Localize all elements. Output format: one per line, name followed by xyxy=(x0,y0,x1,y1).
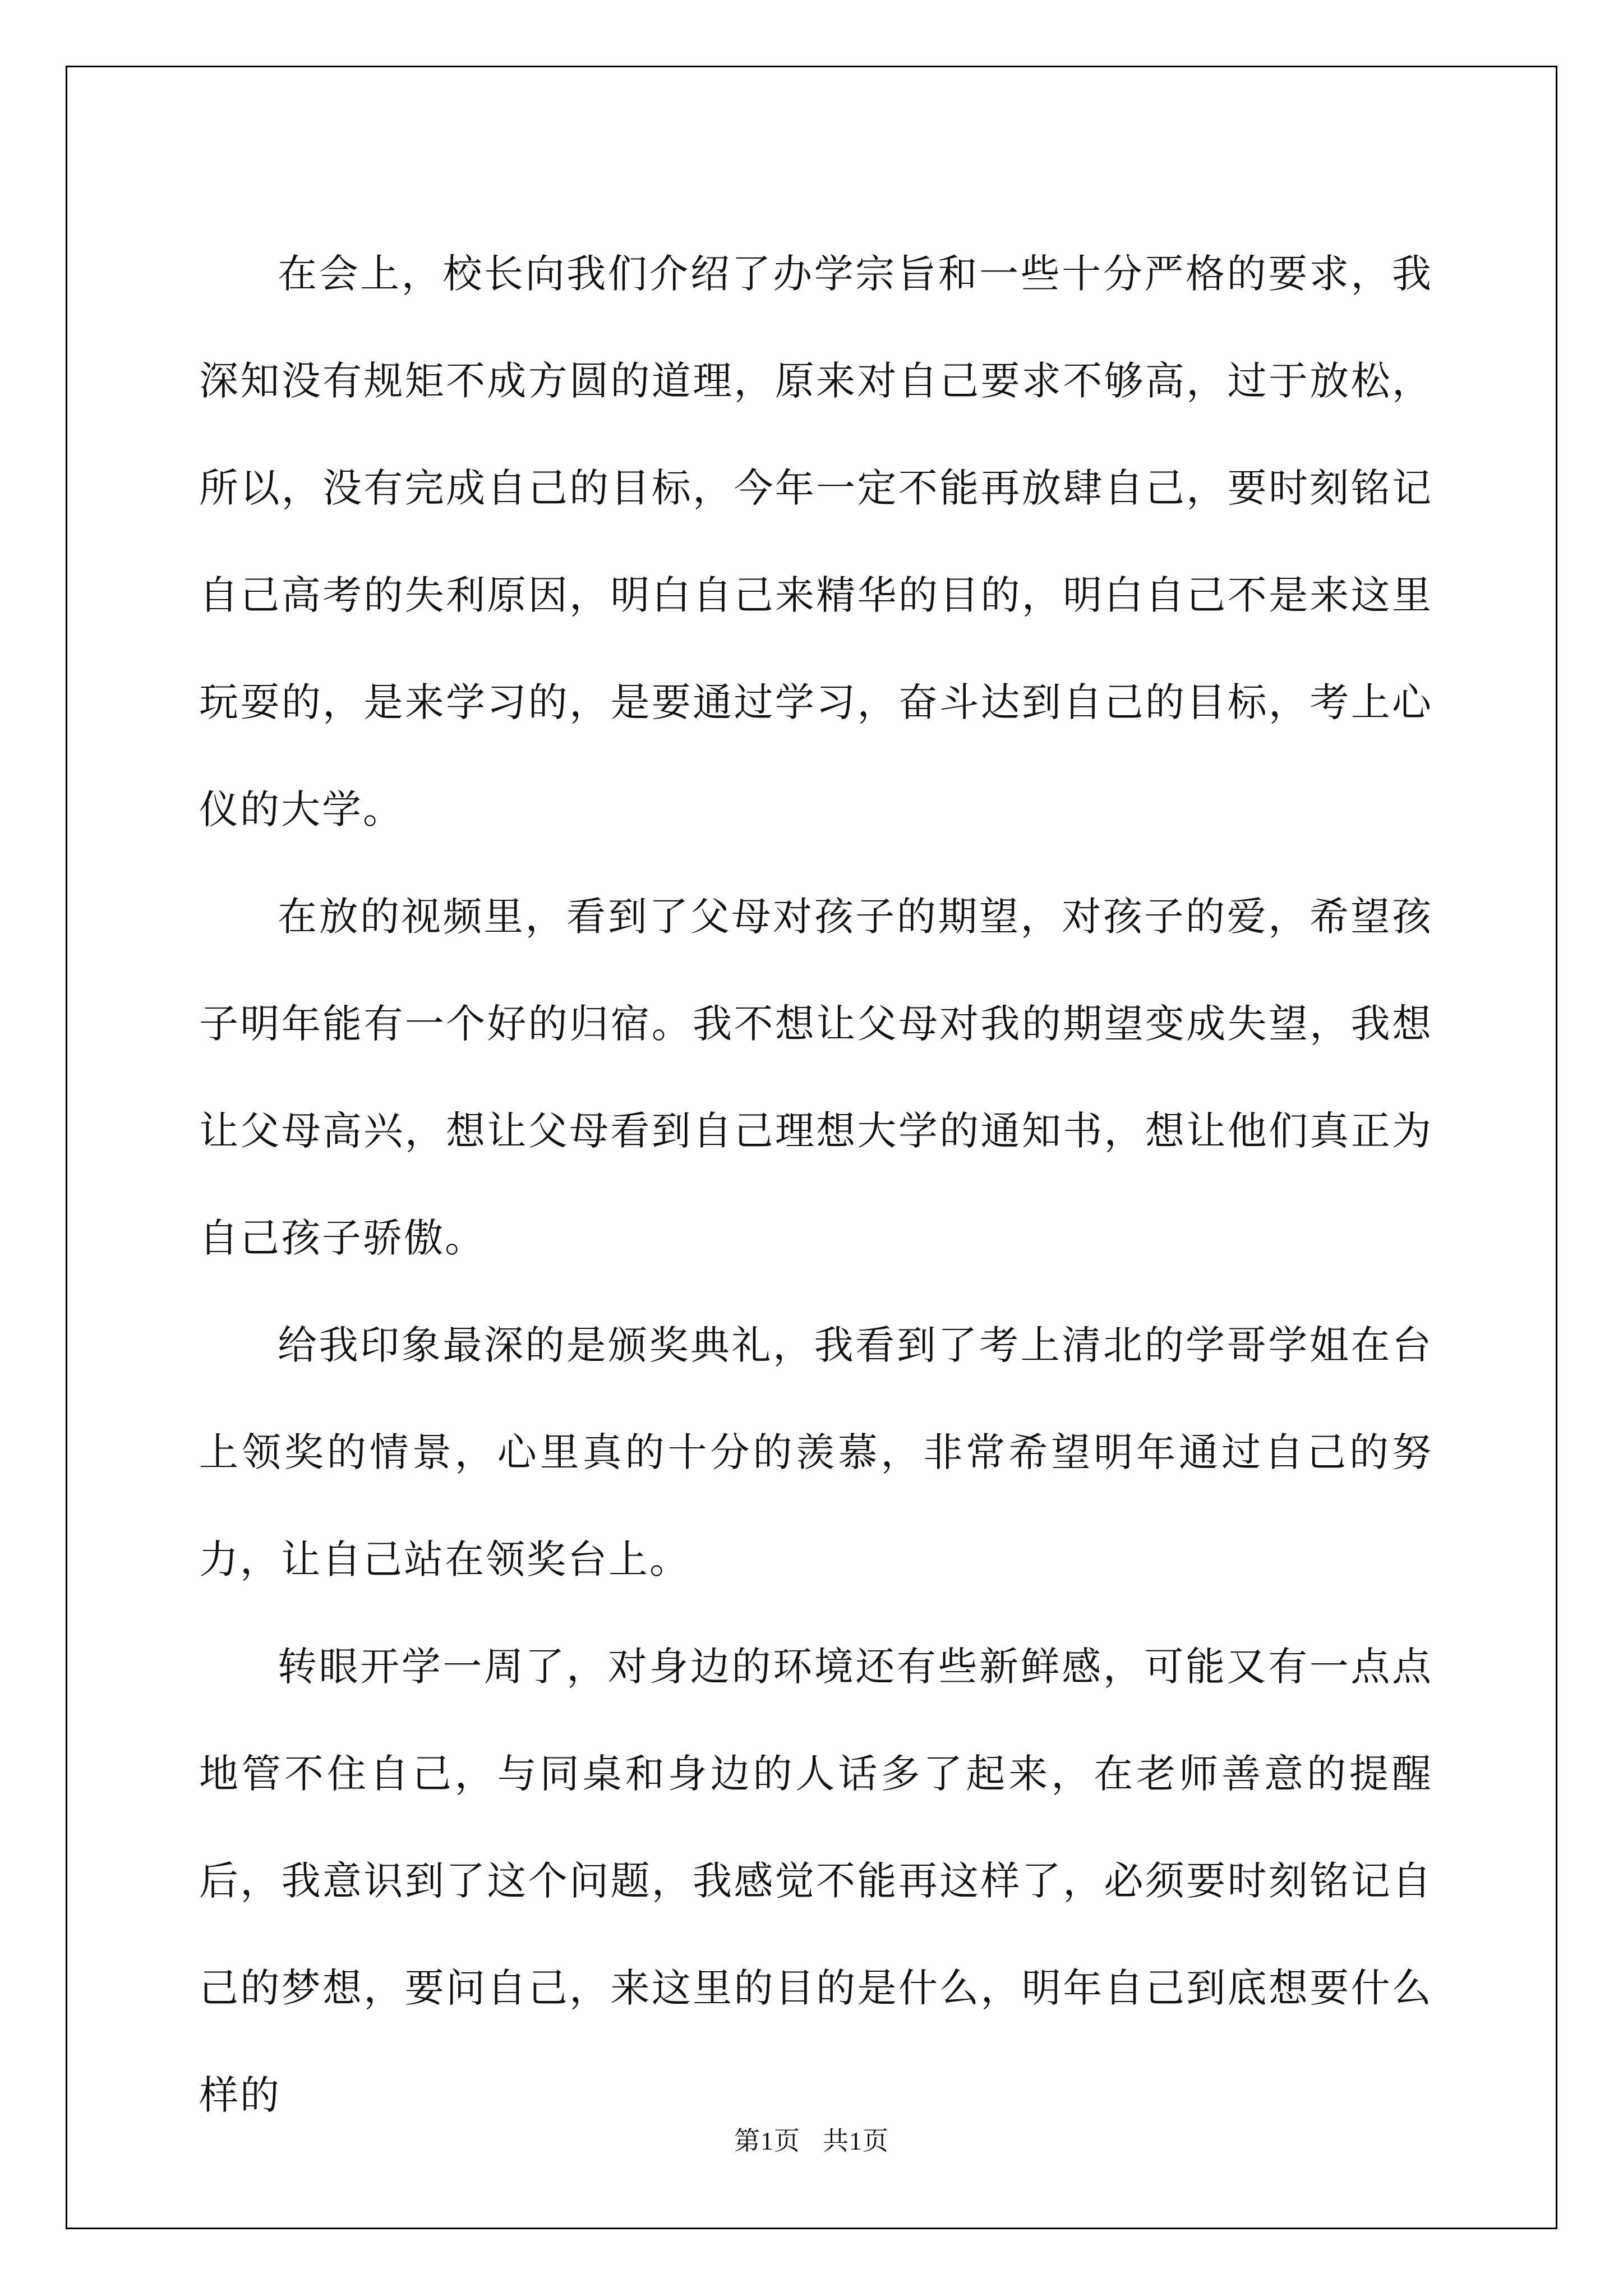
document-body xyxy=(199,220,1433,2149)
paragraph-1: 在会上，校长向我们介绍了办学宗旨和一些十分严格的要求，我深知没有规矩不成方圆的道理，原来对自己要求不够高，过于放松，所以，没有完成自己的目标，今年一定不能再放肆自己，要时刻铭记自己高考的失利原因，明白自己来精华的目的，明白自己不是来这里玩耍的，是来学习的，是要通过学习，奋斗达到自己的目标，考上心仪的大学。 xyxy=(199,251,1433,832)
paragraph-4: 转眼开学一周了，对身边的环境还有些新鲜感，可能又有一点点地管不住自己，与同桌和身边的人话多了起来，在老师善意的提醒后，我意识到了这个问题，我感觉不能再这样了，必须要时刻铭记自己的梦想，要问自己，来这里的目的是什么，明年自己到底想要什么样的 xyxy=(199,1644,1433,2118)
paragraph-2: 在放的视频里，看到了父母对孩子的期望，对孩子的爱，希望孩子明年能有一个好的归宿。我不想让父母对我的期望变成失望，我想让父母高兴，想让父母看到自己理想大学的通知书，想让他们真正为自己孩子骄傲。 xyxy=(199,894,1433,1261)
paragraph-3: 给我印象最深的是颁奖典礼，我看到了考上清北的学哥学姐在台上领奖的情景，心里真的十分的羡慕，非常希望明年通过自己的努力，让自己站在领奖台上。 xyxy=(199,1322,1433,1582)
page-total: 共1页 xyxy=(823,2127,889,2155)
page-number: 第1页 xyxy=(734,2127,800,2155)
page-footer xyxy=(0,2120,1623,2157)
